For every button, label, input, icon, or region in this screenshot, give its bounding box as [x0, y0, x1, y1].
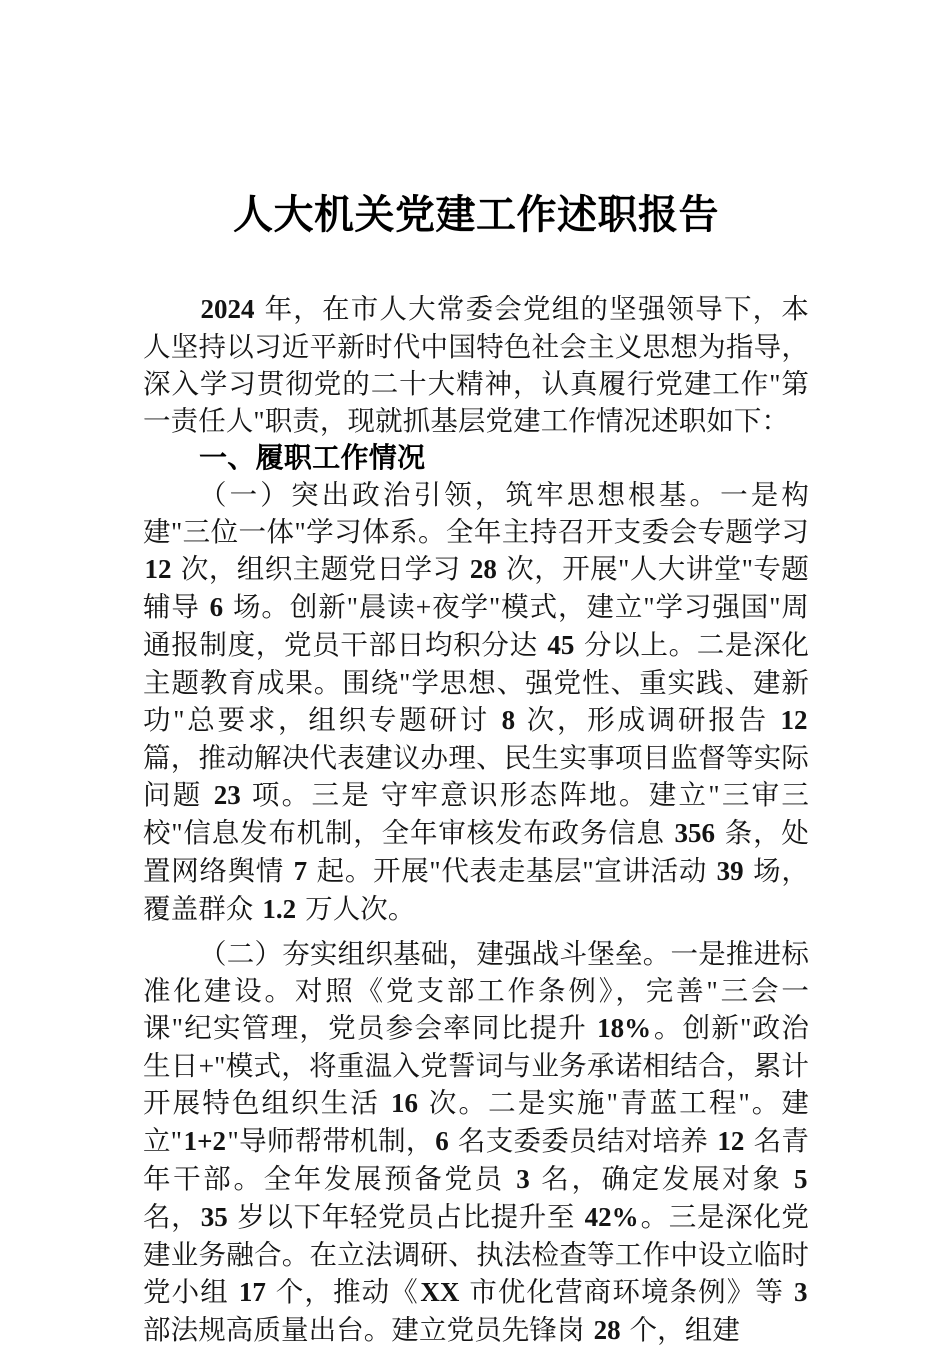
inline-number: 23 [213, 780, 241, 810]
inline-number: 16 [390, 1088, 418, 1118]
inline-number: 2024 [200, 294, 255, 324]
inline-number: 6 [435, 1126, 449, 1156]
inline-number: 17 [238, 1277, 266, 1307]
paragraph-opening: 2024 年，在市人大常委会党组的坚强领导下，本人坚持以习近平新时代中国特色社会主义思想为指导，深入学习贯彻党的二十大精神，认真履行党建工作"第一责任人"职责，现就抓基层党建工作情况述职如下： [143, 293, 809, 436]
page-title: 人大机关党建工作述职报告 [233, 193, 719, 237]
inline-number: 1.2 [262, 894, 297, 924]
inline-number: 28 [593, 1315, 621, 1345]
inline-number: 39 [716, 856, 744, 886]
title-body-spacer [143, 242, 809, 290]
inline-number: XX [420, 1277, 460, 1307]
inline-number: 356 [674, 818, 716, 848]
inline-number: 45 [547, 630, 575, 660]
inline-number: 28 [469, 554, 497, 584]
paragraph-section-1-a: （一）突出政治引领，筑牢思想根基。一是构建"三位一体"学习体系。全年主持召开支委会专题学习 12 次，组织主题党日学习 28 次，开展"人大讲堂"专题辅导 6 场。创新"晨读+夜学"模式，建立"学习强国"周通报制度，党员干部日均积分达 45 分以上。二是深化主题教育成果。围绕"学思想、强党性、重实践、建新功"总要求，组织专题研讨 8 次，形成调研报告 12 篇，推动解决代表建议办理、民生实事项目监督等实际问题 23 项。三是 守牢意识形态阵地。建立"三审三校"信息发布机制，全年审核发布政务信息 356 条，处置网络舆情 7 起。开展"代表走基层"宣讲活动 39 场，覆盖群众 1.2 万人次。 [143, 479, 809, 924]
inline-number: 5 [794, 1164, 808, 1194]
inline-number: 12 [780, 705, 808, 735]
inline-number: 42% [584, 1202, 639, 1232]
inline-number: 1+2 [183, 1126, 227, 1156]
inline-number: 6 [209, 592, 224, 622]
inline-number: 12 [144, 554, 172, 584]
section-heading-1: 一、履职工作情况 [199, 442, 426, 473]
inline-number: 7 [293, 856, 308, 886]
inline-number: 3 [516, 1164, 530, 1194]
inline-number: 8 [501, 705, 516, 735]
paragraph-spacer [143, 928, 809, 935]
inline-number: 35 [200, 1202, 228, 1232]
inline-number: 12 [717, 1126, 745, 1156]
inline-number: 3 [794, 1277, 808, 1307]
paragraph-section-1-b: （二）夯实组织基础，建强战斗堡垒。一是推进标准化建设。对照《党支部工作条例》，完善"三会一课"纪实管理，党员参会率同比提升 18%。创新"政治生日+"模式，将重温入党誓词与业务承诺相结合，累计开展特色组织生活 16 次。二是实施"青蓝工程"。建立"1+2"导师帮带机制，6 名支委委员结对培养 12 名青年干部。全年发展预备党员 3 名，确定发展对象 5 名，35 岁以下年轻党员占比提升至 42%。三是深化党建业务融合。在立法调研、执法检查等工作中设立临时党小组 17 个，推动《XX 市优化营商环境条例》等 3 部法规高质量出台。建立党员先锋岗 28 个，组建 [143, 938, 810, 1345]
inline-number: 18% [597, 1013, 652, 1043]
document-content-column [143, 0, 809, 1349]
